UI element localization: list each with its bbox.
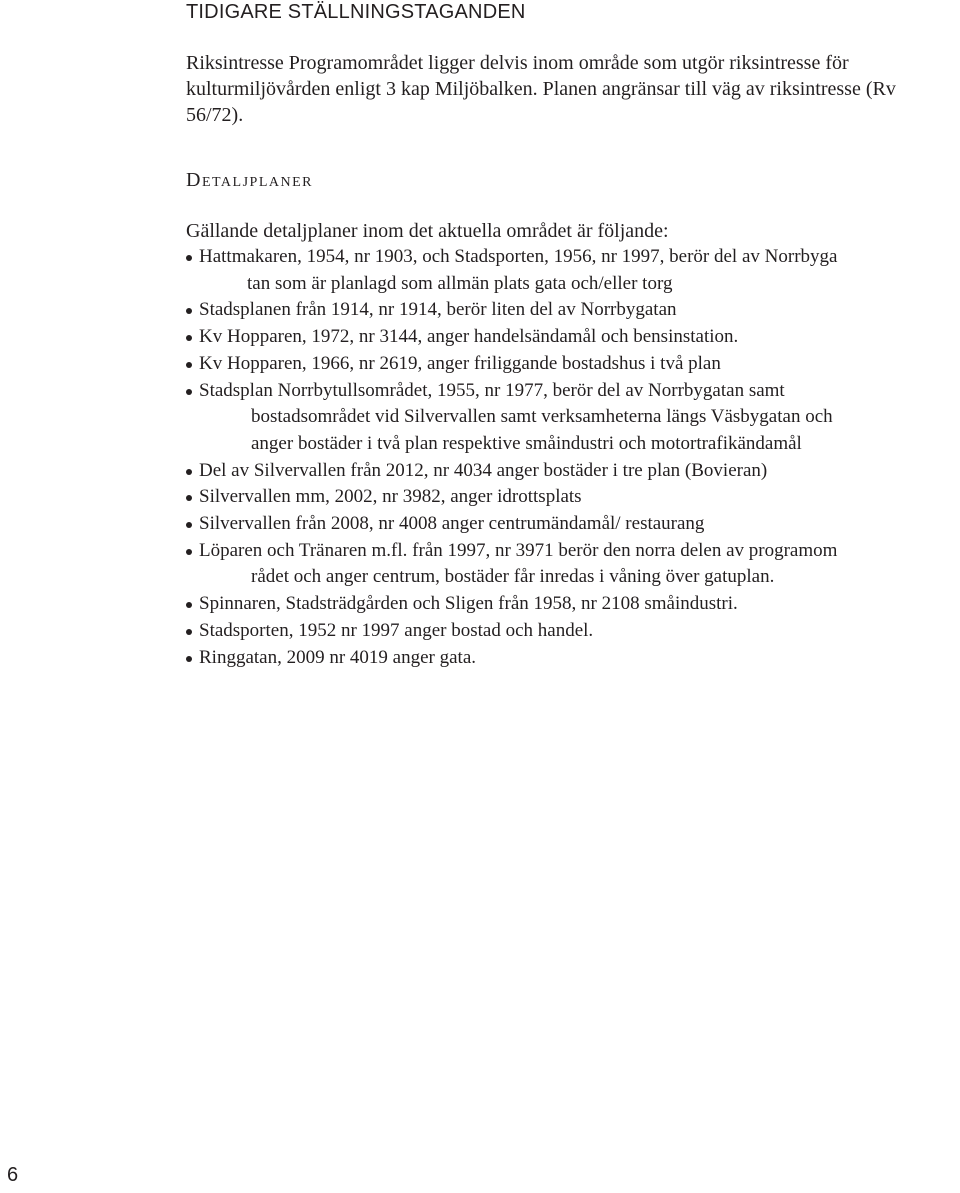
list-item-line: Kv Hopparen, 1972, nr 3144, anger handelsändamål och bensinstation. xyxy=(199,326,739,348)
lead-sentence: Gällande detaljplaner inom det aktuella området är följande: xyxy=(186,220,669,242)
page-number: 6 xyxy=(7,1164,19,1186)
list-item xyxy=(186,351,956,378)
intro-line: 56/72). xyxy=(186,104,244,126)
list-item xyxy=(186,538,956,591)
list-item xyxy=(186,458,956,485)
list-item-line: bostadsområdet vid Silvervallen samt verksamheterna längs Väsbygatan och xyxy=(251,406,833,428)
list-item xyxy=(186,244,956,297)
intro-line: kulturmiljövården enligt 3 kap Miljöbalken. Planen angränsar till väg av riksintresse (Rv xyxy=(186,78,896,100)
section-heading-detaljplaner: Detaljplaner xyxy=(186,169,313,191)
bullet-icon xyxy=(186,602,192,608)
list-item-line: rådet och anger centrum, bostäder får inredas i våning över gatuplan. xyxy=(251,566,775,588)
list-item xyxy=(186,511,956,538)
list-item-line: Spinnaren, Stadsträdgården och Sligen från 1958, nr 2108 småindustri. xyxy=(199,593,738,615)
list-item-line: Ringgatan, 2009 nr 4019 anger gata. xyxy=(199,646,477,668)
list-item xyxy=(186,324,956,351)
list-item xyxy=(186,378,956,458)
bullet-icon xyxy=(186,522,192,528)
bullet-icon xyxy=(186,335,192,341)
bullet-icon xyxy=(186,629,192,635)
list-item xyxy=(186,297,956,324)
list-item-line: Stadsporten, 1952 nr 1997 anger bostad och handel. xyxy=(199,619,594,641)
intro-line: Riksintresse Programområdet ligger delvis inom område som utgör riksintresse för xyxy=(186,52,849,74)
list-item xyxy=(186,618,956,645)
list-item-line: Kv Hopparen, 1966, nr 2619, anger friliggande bostadshus i två plan xyxy=(199,352,721,374)
bullet-icon xyxy=(186,308,192,314)
list-item-line: anger bostäder i två plan respektive småindustri och motortrafikändamål xyxy=(251,432,802,454)
list-item-line: Del av Silvervallen från 2012, nr 4034 anger bostäder i tre plan (Bovieran) xyxy=(199,459,768,481)
list-item-line: Löparen och Tränaren m.fl. från 1997, nr 3971 berör den norra delen av programom xyxy=(199,539,838,561)
list-item xyxy=(186,484,956,511)
bullet-icon xyxy=(186,255,192,261)
bullet-icon xyxy=(186,362,192,368)
list-item-line: Hattmakaren, 1954, nr 1903, och Stadsporten, 1956, nr 1997, berör del av Norrbyga xyxy=(199,246,838,267)
detaljplaner-list xyxy=(186,244,956,671)
list-item-line: Stadsplan Norrbytullsområdet, 1955, nr 1977, berör del av Norrbygatan samt xyxy=(199,379,785,401)
bullet-icon xyxy=(186,389,192,395)
section-heading-main: TIDIGARE STÄLLNINGSTAGANDEN xyxy=(186,1,526,23)
intro-paragraph xyxy=(186,50,956,128)
bullet-icon xyxy=(186,469,192,475)
list-item-line: tan som är planlagd som allmän plats gata och/eller torg xyxy=(247,272,673,294)
list-item-line: Silvervallen från 2008, nr 4008 anger centrumändamål/ restaurang xyxy=(199,513,705,535)
list-item-line: Stadsplanen från 1914, nr 1914, berör liten del av Norrbygatan xyxy=(199,299,677,321)
bullet-icon xyxy=(186,495,192,501)
bullet-icon xyxy=(186,549,192,555)
bullet-icon xyxy=(186,656,192,662)
list-item-line: Silvervallen mm, 2002, nr 3982, anger idrottsplats xyxy=(199,486,582,508)
list-item xyxy=(186,645,956,672)
list-item xyxy=(186,591,956,618)
